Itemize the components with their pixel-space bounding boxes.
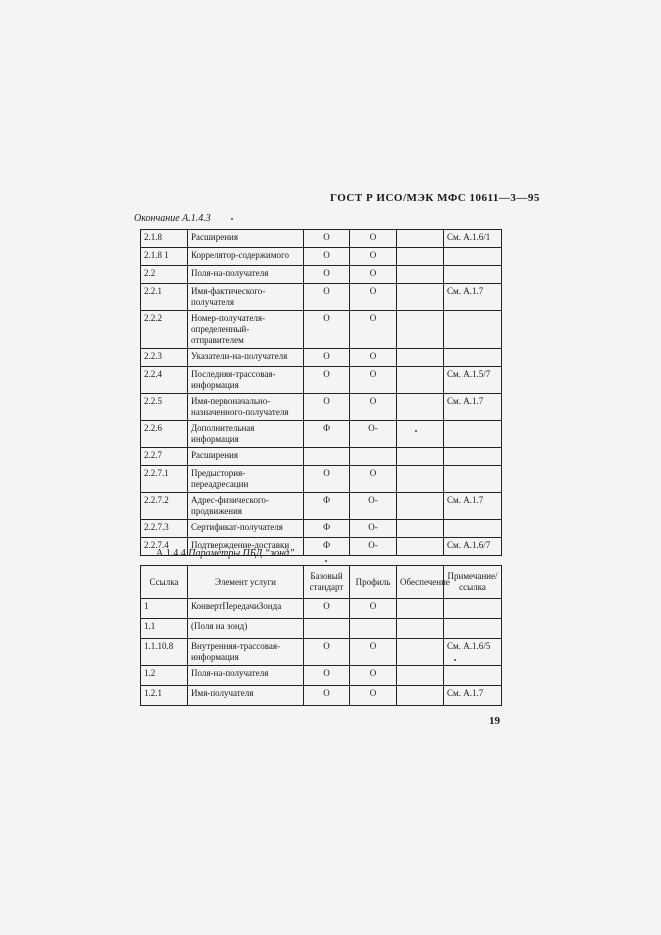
note-cell: См. А.1.6/7 xyxy=(444,538,502,556)
profile-cell: О xyxy=(350,266,397,284)
base-cell: О xyxy=(304,394,350,421)
base-cell: Ф xyxy=(304,421,350,448)
support-cell xyxy=(397,466,444,493)
support-cell xyxy=(397,599,444,619)
header-support: Обеспечение xyxy=(397,566,444,599)
profile-cell: О xyxy=(350,230,397,248)
note-cell xyxy=(444,619,502,639)
profile-cell: О xyxy=(350,599,397,619)
ref-cell: 2.2.2 xyxy=(141,311,188,349)
ref-cell: 1.1.10.8 xyxy=(141,639,188,666)
profile-cell: О xyxy=(350,311,397,349)
note-cell: См. А.1.7 xyxy=(444,686,502,706)
profile-cell: О- xyxy=(350,520,397,538)
profile-cell: О xyxy=(350,248,397,266)
ref-cell: 1 xyxy=(141,599,188,619)
table-header-row xyxy=(141,566,502,599)
ref-cell: 2.2.7.2 xyxy=(141,493,188,520)
base-cell: О xyxy=(304,367,350,394)
note-cell xyxy=(444,466,502,493)
table-row xyxy=(141,311,502,349)
support-cell xyxy=(397,284,444,311)
table-row xyxy=(141,599,502,619)
ref-cell: 2.2.4 xyxy=(141,367,188,394)
base-cell: О xyxy=(304,349,350,367)
note-cell xyxy=(444,599,502,619)
ref-cell: 2.2 xyxy=(141,266,188,284)
profile-cell: О xyxy=(350,284,397,311)
element-cell: Имя-получателя xyxy=(188,686,304,706)
scan-speck xyxy=(325,560,327,562)
element-cell: Дополнительная информация xyxy=(188,421,304,448)
note-cell xyxy=(444,520,502,538)
element-cell: Указатели-на-получателя xyxy=(188,349,304,367)
base-cell: О xyxy=(304,311,350,349)
element-cell: КонвертПередачиЗонда xyxy=(188,599,304,619)
base-cell: О xyxy=(304,639,350,666)
ref-cell: 2.2.7.1 xyxy=(141,466,188,493)
ref-cell: 2.2.1 xyxy=(141,284,188,311)
table-row xyxy=(141,394,502,421)
element-cell: Коррелятор-содержимого xyxy=(188,248,304,266)
table-caption-a144 xyxy=(156,548,295,559)
ref-cell: 2.2.3 xyxy=(141,349,188,367)
profile-cell: О- xyxy=(350,493,397,520)
support-cell xyxy=(397,349,444,367)
note-cell xyxy=(444,448,502,466)
support-cell xyxy=(397,394,444,421)
base-cell: О xyxy=(304,666,350,686)
section-number: А.1.4.4 xyxy=(156,548,186,559)
table-row xyxy=(141,248,502,266)
note-cell: См. А.1.7 xyxy=(444,493,502,520)
support-cell xyxy=(397,266,444,284)
table-row xyxy=(141,448,502,466)
table-row xyxy=(141,686,502,706)
table-caption-continuation: Окончание А.1.4.3 xyxy=(134,213,211,224)
base-cell: О xyxy=(304,686,350,706)
profile-cell: О xyxy=(350,686,397,706)
ref-cell: 2.2.7.3 xyxy=(141,520,188,538)
table-row xyxy=(141,349,502,367)
support-cell xyxy=(397,639,444,666)
note-cell xyxy=(444,666,502,686)
support-cell xyxy=(397,666,444,686)
support-cell xyxy=(397,448,444,466)
ref-cell: 2.2.5 xyxy=(141,394,188,421)
element-cell: Последняя-трассовая-информация xyxy=(188,367,304,394)
profile-cell: О xyxy=(350,466,397,493)
element-cell: Сертификат-получателя xyxy=(188,520,304,538)
support-cell xyxy=(397,686,444,706)
element-cell: Расширения xyxy=(188,448,304,466)
page-number: 19 xyxy=(489,715,500,727)
base-cell: Ф xyxy=(304,538,350,556)
support-cell xyxy=(397,367,444,394)
profile-cell: О xyxy=(350,349,397,367)
support-cell xyxy=(397,520,444,538)
support-cell xyxy=(397,538,444,556)
element-cell: Имя-первоначально-назначенного-получателя xyxy=(188,394,304,421)
table-row xyxy=(141,493,502,520)
element-cell: Предыстория-переадресации xyxy=(188,466,304,493)
scan-speck xyxy=(231,218,233,220)
header-element: Элемент услуги xyxy=(188,566,304,599)
profile-cell: О xyxy=(350,367,397,394)
base-cell: Ф xyxy=(304,520,350,538)
table-row xyxy=(141,520,502,538)
section-title: Параметры ПБД “зонд” xyxy=(188,548,295,559)
ref-cell: 2.1.8 xyxy=(141,230,188,248)
header-note: Примечание/ ссылка xyxy=(444,566,502,599)
ref-cell: 1.1 xyxy=(141,619,188,639)
table-row xyxy=(141,230,502,248)
scan-speck xyxy=(454,659,456,661)
note-cell xyxy=(444,266,502,284)
table-a143-continuation xyxy=(140,229,502,556)
element-cell: Поля-на-получателя xyxy=(188,666,304,686)
profile-cell: О- xyxy=(350,421,397,448)
ref-cell: 2.2.7 xyxy=(141,448,188,466)
profile-cell: О xyxy=(350,666,397,686)
element-cell: Имя-фактического-получателя xyxy=(188,284,304,311)
table-row xyxy=(141,367,502,394)
base-cell: О xyxy=(304,466,350,493)
header-ref: Ссылка xyxy=(141,566,188,599)
profile-cell: О xyxy=(350,639,397,666)
base-cell: О xyxy=(304,284,350,311)
element-cell: Номер-получателя-определенный-отправителем xyxy=(188,311,304,349)
base-cell xyxy=(304,448,350,466)
note-cell: См. А.1.6/5 xyxy=(444,639,502,666)
table-a144-probe-parameters xyxy=(140,565,502,706)
base-cell: О xyxy=(304,266,350,284)
note-cell xyxy=(444,421,502,448)
table-row xyxy=(141,266,502,284)
base-cell: О xyxy=(304,230,350,248)
note-cell: См. А.1.7 xyxy=(444,394,502,421)
note-cell: См. А.1.6/1 xyxy=(444,230,502,248)
support-cell xyxy=(397,248,444,266)
profile-cell: О xyxy=(350,394,397,421)
note-cell xyxy=(444,349,502,367)
table-row xyxy=(141,619,502,639)
support-cell xyxy=(397,421,444,448)
support-cell xyxy=(397,493,444,520)
element-cell: Поля-на-получателя xyxy=(188,266,304,284)
note-cell xyxy=(444,248,502,266)
document-header: ГОСТ Р ИСО/МЭК МФС 10611—3—95 xyxy=(330,192,540,204)
table-row xyxy=(141,284,502,311)
ref-cell: 2.2.7.4 xyxy=(141,538,188,556)
profile-cell xyxy=(350,619,397,639)
support-cell xyxy=(397,230,444,248)
header-base: Базовый стандарт xyxy=(304,566,350,599)
support-cell xyxy=(397,619,444,639)
scan-speck xyxy=(415,430,417,432)
note-cell xyxy=(444,311,502,349)
table-row xyxy=(141,666,502,686)
base-cell: О xyxy=(304,599,350,619)
note-cell: См. А.1.5/7 xyxy=(444,367,502,394)
ref-cell: 1.2.1 xyxy=(141,686,188,706)
base-cell: Ф xyxy=(304,493,350,520)
base-cell: О xyxy=(304,248,350,266)
element-cell: Внутренняя-трассовая-информация xyxy=(188,639,304,666)
ref-cell: 1.2 xyxy=(141,666,188,686)
profile-cell: О- xyxy=(350,538,397,556)
table-row xyxy=(141,639,502,666)
header-profile: Профиль xyxy=(350,566,397,599)
base-cell xyxy=(304,619,350,639)
table-row xyxy=(141,421,502,448)
element-cell: Подтверждение-доставки xyxy=(188,538,304,556)
element-cell: Адрес-физического-продвижения xyxy=(188,493,304,520)
profile-cell xyxy=(350,448,397,466)
element-cell: (Поля на зонд) xyxy=(188,619,304,639)
element-cell: Расширения xyxy=(188,230,304,248)
support-cell xyxy=(397,311,444,349)
ref-cell: 2.1.8 1 xyxy=(141,248,188,266)
ref-cell: 2.2.6 xyxy=(141,421,188,448)
note-cell: См. А.1.7 xyxy=(444,284,502,311)
table-row xyxy=(141,466,502,493)
